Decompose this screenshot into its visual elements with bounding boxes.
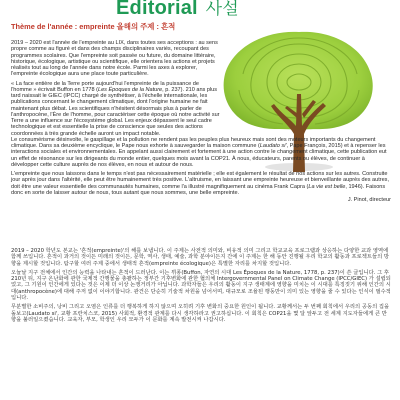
signature: J. Pinot, directeur <box>347 197 391 203</box>
french-paragraph-laudato-b: , Pape François, 2015) et à repenser les interactions sociales et environnementales. En appelant aussi clairement et fortement à une action contre le changement climatique, cette publication eut un effet de résonance sur les dirigeants du monde entier, quelques mois avant la COP21. À nous, éducateurs, parents ou élèves, de continuer à développer cette culture auprès de nos élèves, en nous et autour de nous. <box>11 143 387 168</box>
korean-paragraph-laudato: 무분별한 소비주의, 낭비 그리고 오염은 인류를 더 행복하게 하지 않으며 오히려 기후 변화의 중요한 원인이 됩니다. 교황께서는 두 번째 회칙에서 우리의 공동의 집을 돌보고(Laudato si', 교황 프란치스코, 2015) 사회적, 환경적 관계를 다시 생각하라고 권고하십니다. 이 회칙은 COP21을 몇 달 앞두고 전 세계 지도자들에게 큰 반향을 불러일으켰습니다. 교육자, 부모, 학생인 우리 모두가 이 문화를 계속 발전시켜 나갑시다. <box>11 304 390 323</box>
french-citation-laudato: Laudato si' <box>259 143 287 149</box>
french-paragraph-laudato-a: Le consumérisme désinvolte, le gaspillage et la pollution ne rendent pas les peuples plus heureux mais sont des moteurs importants du changement climatique. Dans sa deuxième encyclique, le Pape nous exhorte à sauvegarder la maison commune ( <box>11 136 376 149</box>
editorial-title <box>116 0 239 20</box>
french-citation-buffon: Les Époques de la Nature <box>97 86 163 93</box>
french-paragraph-buffon-b: , p. 237). 210 ans plus tard naissait le GIEC (IPCC) chargé de synthétiser, à l'échelle internationale, les publications concernant le changement climatique, dont l'origine humaine ne fait maintenant plus débat. Les scientifiques n'hésitent désormais plus à parler de l'anthropocène, l'Ère de l'homme, pour caractériser cette époque où notre activité sur Terre a une influence sur l'écosystème global. Les enjeux dépassent le seul cadre technologique et est essentielle la prise de conscience que seules des actions coordonnées à très grande échelle auront un impact notable. <box>11 86 220 137</box>
theme-of-the-year: Thème de l'année : empreinte 올해의 주제 : 흔적 <box>11 22 176 31</box>
french-citation-capra: La vie est belle <box>308 183 346 190</box>
editorial-title-fr: Editorial <box>116 0 198 19</box>
korean-paragraph-buffon: 오늘날 지구 전체에서 인간의 능력을 나타내는 흔적이 드러난다. 이는 뷔퐁(Buffon, 자연의 시대 Les Époques de la Nature, 1778, p. 237)이 쓴 글입니다. 그 후 210년 뒤, 지구 온난화에 관한 국제적 간행물을 총괄하는 정부간 기후변화에 관한 협의체 Intergovernmental Panel on Climate Change (IPCC/GIEC) 가 설립되었고, 그 기원이 인간에게 있다는 것은 이제 더 이상 논쟁거리가 아닙니다. 과학자들은 우리의 활동이 지구 생태계에 영향을 미치는 이 시대를 특징짓기 위해 인간의 시대(anthropocène)에 대해 주저 없이 이야기합니다. 관건은 단순히 기술적 차원을 넘어서며, 대규모로 조율된 행동만이 의미 있는 영향을 줄 수 있다는 인식이 필수적입니다. <box>11 269 391 302</box>
french-paragraph-altruism <box>11 171 391 196</box>
editorial-header <box>0 0 400 19</box>
editorial-korean-text <box>11 248 391 326</box>
french-paragraph-laudato <box>11 137 389 168</box>
french-paragraph-altruism-b: , 1946). Faisons donc en sorte de laisser autour de nous, tous autant que nous sommes, une belle empreinte. <box>11 183 386 196</box>
editorial-french-text <box>11 40 391 206</box>
korean-paragraph-intro: 2019 – 2020 학년도 본교는 '흔적(empreinte)'의 해를 보냅니다. 이 주제는 사전적 의미와, 비유적 의미 그리고 학교교육 프로그램과 상응하는 다양한 교과 영역에 함께 쓰입니다. 흔적이 과거의 것이든 미래의 것이든, 문학, 역사, 생태, 예술, 과학 분야이든지 간에 이 주제는 한 해 동안 진행될 우리 학교의 활동과 프로젝트들의 방향을 제시할 것입니다. 탐구할 여러 주제 중에서 생태적 흔적(empreinte écologique)은 특별한 자리를 차지할 것입니다. <box>11 248 389 267</box>
editorial-title-ko: 사설 <box>205 0 239 18</box>
french-paragraph-altruism-a: L'empreinte que nous laissons dans le temps n'est pas nécessairement matérielle ; elle est également le résultat de nos actions sur les autres. Construite jour après jour dans l'altérité, elle peut être humainement très positive. L'altruisme, en laissant une empreinte heureuse et bienveillante auprès des autres, doit être une valeur essentielle des communautés humaines, comme l'a illustré magnifiquement au cinéma Frank Capra ( <box>11 171 389 190</box>
french-paragraph-buffon <box>11 81 221 137</box>
french-paragraph-intro: 2019 – 2020 est l'année de l'empreinte au LIX, dans toutes ses acceptions : au sens propre comme au figuré et dans des champs disciplinaires variés, recoupant des programmes scolaires. Que l'empreinte soit passée ou future, du domaine littéraire, historique, écologique, artistique ou scientifique, elle orientera les actions et projets réalisés tout au long de l'année dans notre école. Parmi les axes à explorer, l'empreinte écologique aura une place toute particulière. <box>11 40 218 78</box>
french-paragraph-buffon-a: « La face entière de la Terre porte aujourd'hui l'empreinte de la puissance de l'homme » écrivait Buffon en 1778 ( <box>11 80 199 93</box>
